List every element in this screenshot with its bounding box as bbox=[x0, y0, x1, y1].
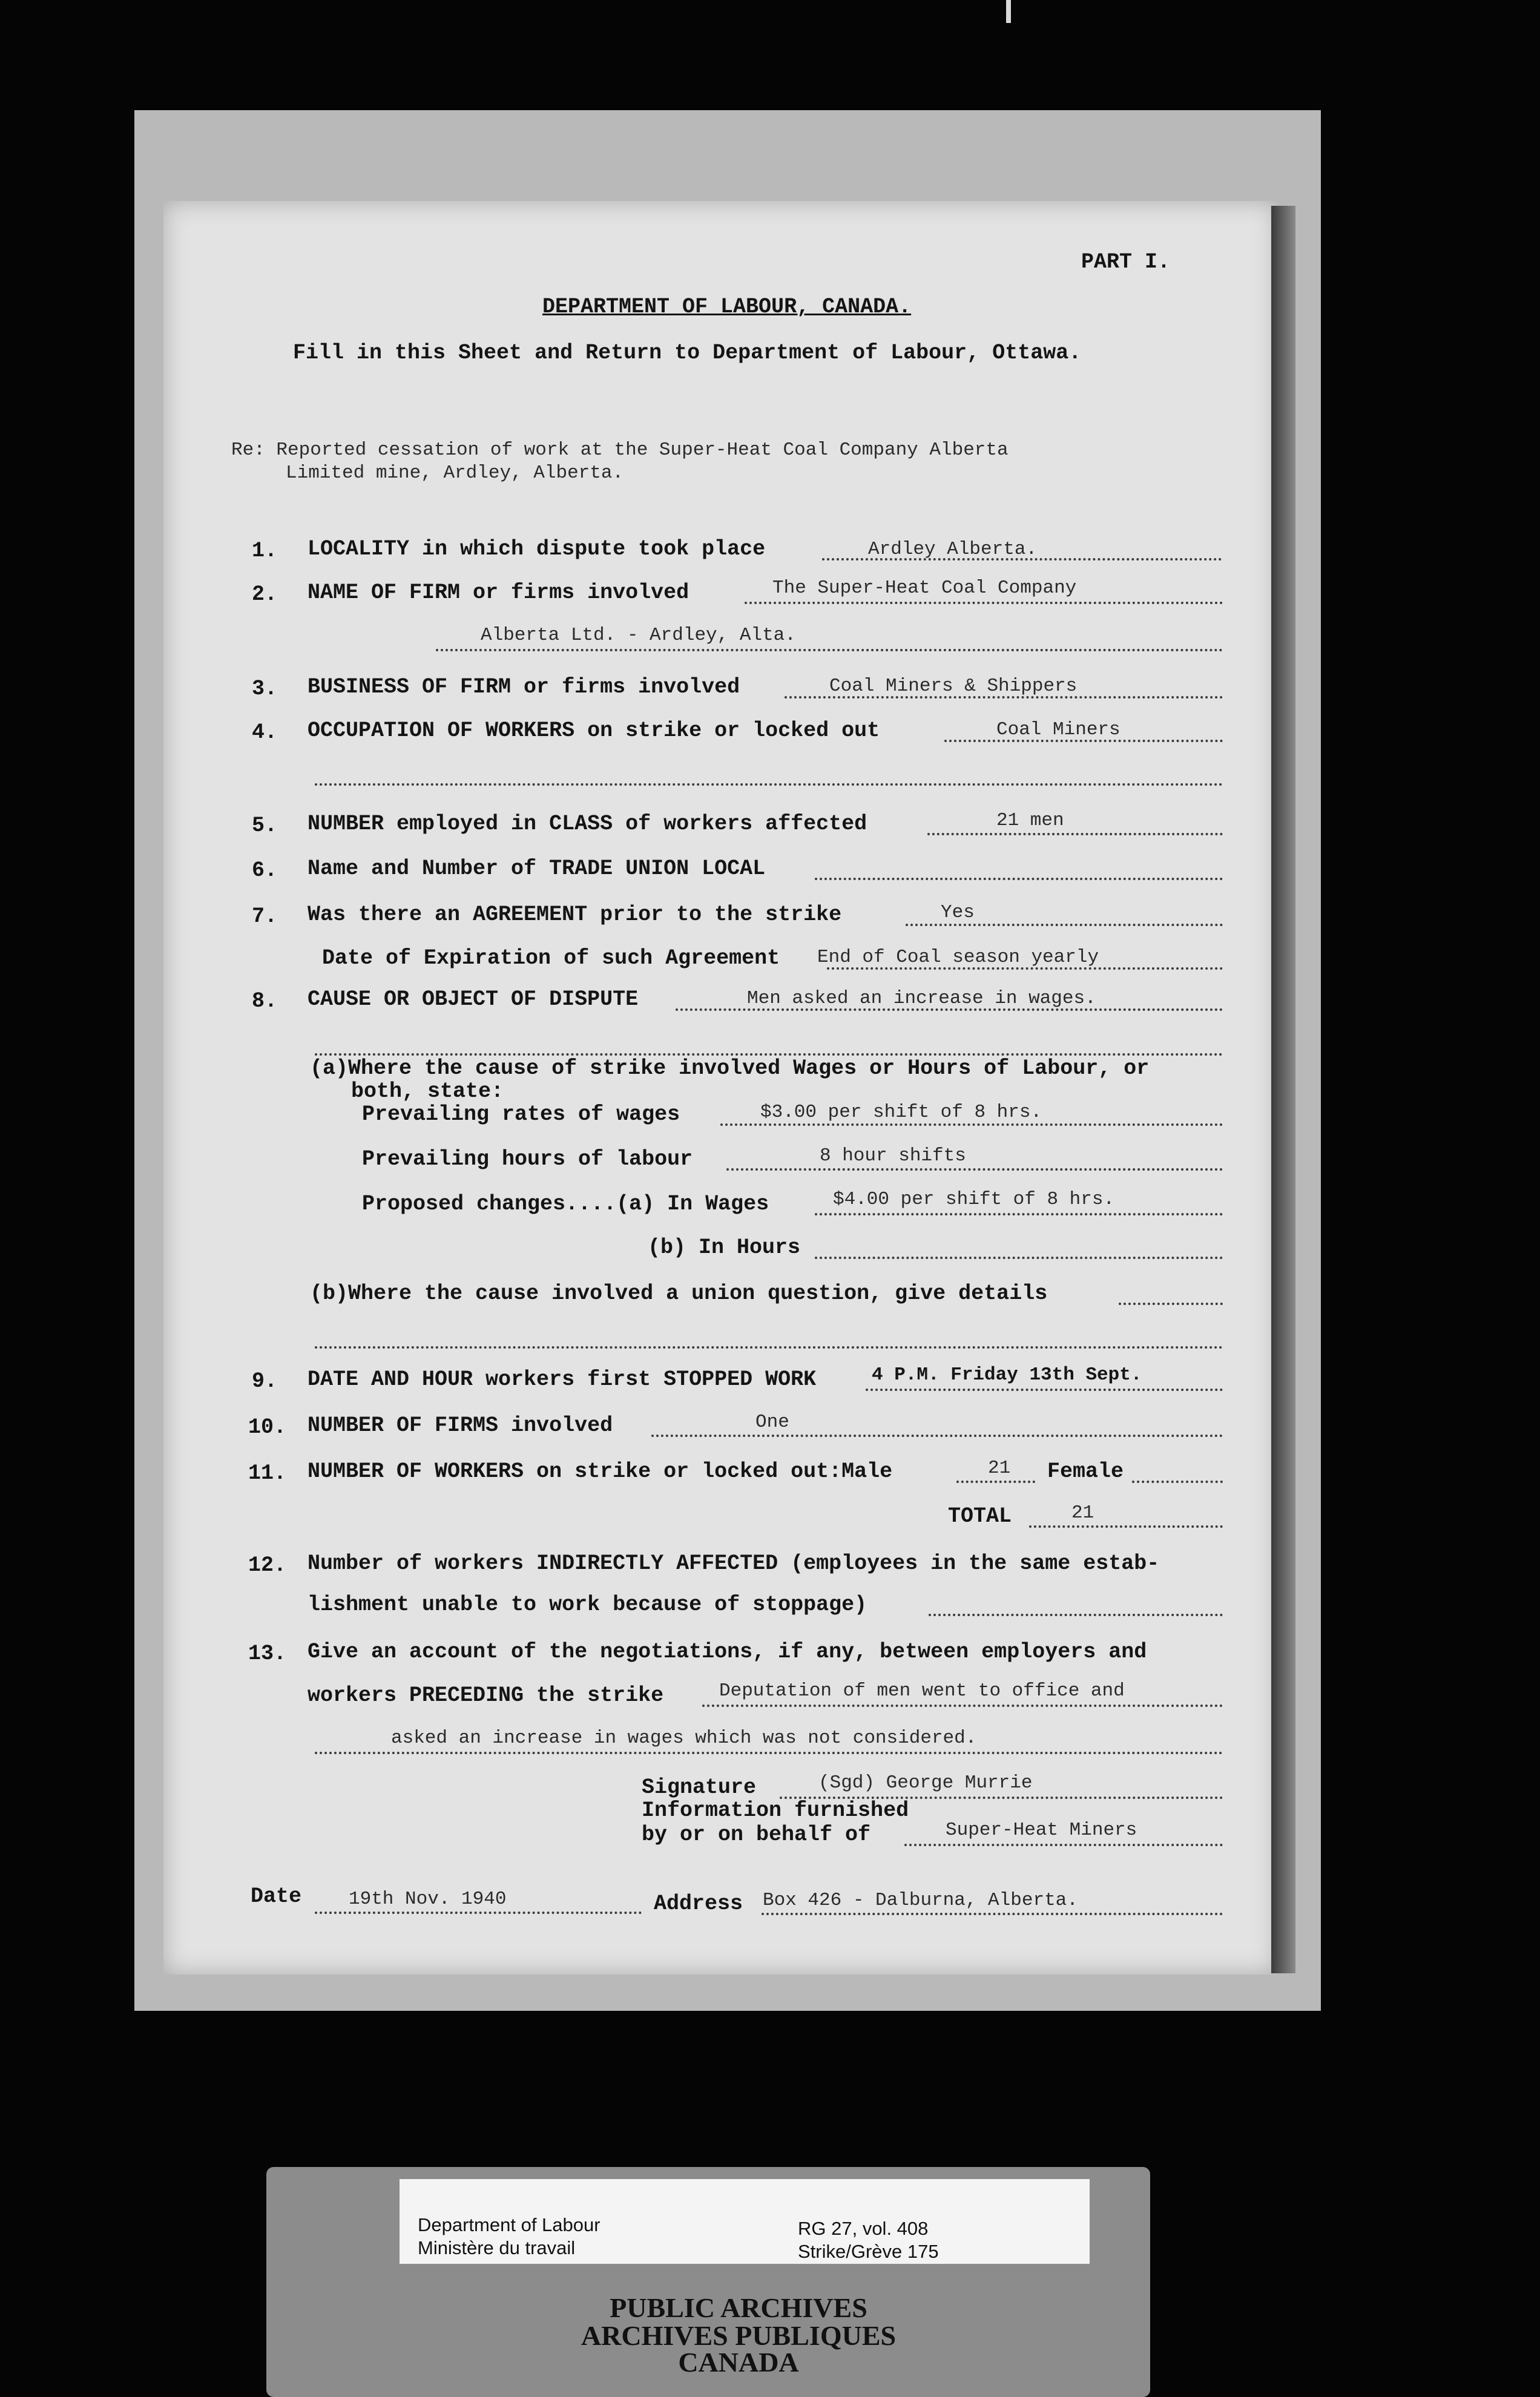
agreement-expiration-label: Date of Expiration of such Agreement bbox=[322, 946, 780, 970]
trade-union-line bbox=[815, 878, 1223, 880]
re-line-2: Limited mine, Ardley, Alberta. bbox=[286, 462, 624, 484]
firm-name-answer: The Super-Heat Coal Company bbox=[772, 577, 1077, 599]
female-line bbox=[1132, 1481, 1223, 1483]
archive-stamp-en: PUBLIC ARCHIVES bbox=[610, 2292, 867, 2323]
item-number: 3. bbox=[252, 677, 278, 701]
item-number: 8. bbox=[252, 989, 278, 1013]
indirectly-affected-label-cont: lishment unable to work because of stoppage) bbox=[308, 1593, 867, 1617]
item-number: 5. bbox=[252, 814, 278, 838]
trade-union-label: Name and Number of TRADE UNION LOCAL bbox=[308, 857, 766, 881]
business-answer: Coal Miners & Shippers bbox=[829, 676, 1078, 697]
firm-name-answer-2: Alberta Ltd. - Ardley, Alta. bbox=[481, 625, 796, 646]
film-edge-mark bbox=[1006, 0, 1011, 23]
firm-name-label: NAME OF FIRM or firms involved bbox=[308, 580, 689, 605]
date-value: 19th Nov. 1940 bbox=[349, 1889, 507, 1910]
male-count: 21 bbox=[988, 1458, 1011, 1479]
re-line-1: Re: Reported cessation of work at the Super-Heat Coal Company Alberta bbox=[231, 439, 1009, 461]
male-line bbox=[956, 1481, 1035, 1483]
union-question-line bbox=[1119, 1303, 1223, 1305]
prevailing-rates-line bbox=[720, 1123, 1223, 1126]
union-question-label: (b)Where the cause involved a union question, give details bbox=[310, 1281, 1048, 1306]
on-behalf-of-value: Super-Heat Miners bbox=[946, 1820, 1137, 1841]
number-employed-answer: 21 men bbox=[996, 810, 1064, 831]
address-value: Box 426 - Dalburna, Alberta. bbox=[763, 1890, 1078, 1911]
negotiations-answer-1: Deputation of men went to office and bbox=[719, 1680, 1125, 1702]
prevailing-hours-line bbox=[726, 1168, 1223, 1171]
archive-dept-en: Department of Labour bbox=[418, 2214, 601, 2235]
number-firms-answer: One bbox=[755, 1412, 789, 1433]
negotiations-label-cont: workers PRECEDING the strike bbox=[308, 1683, 664, 1708]
proposed-hours-label: (b) In Hours bbox=[648, 1235, 801, 1260]
agreement-line bbox=[906, 924, 1223, 926]
proposed-hours-line bbox=[815, 1257, 1223, 1259]
archive-dept-fr: Ministère du travail bbox=[418, 2237, 576, 2258]
return-instruction: Fill in this Sheet and Return to Department of Labour, Ottawa. bbox=[293, 341, 1082, 365]
item-number: 11. bbox=[248, 1461, 287, 1485]
proposed-wages-line bbox=[815, 1213, 1223, 1215]
stopped-work-label: DATE AND HOUR workers first STOPPED WORK bbox=[308, 1367, 817, 1392]
archive-stamp-country: CANADA bbox=[678, 2347, 799, 2378]
prevailing-rates-label: Prevailing rates of wages bbox=[362, 1102, 680, 1126]
negotiations-line-2 bbox=[315, 1752, 1223, 1754]
prevailing-rates-answer: $3.00 per shift of 8 hrs. bbox=[760, 1102, 1042, 1123]
negotiations-answer-2: asked an increase in wages which was not considered. bbox=[391, 1728, 977, 1749]
item-number: 2. bbox=[252, 582, 278, 607]
occupation-label: OCCUPATION OF WORKERS on strike or locked out bbox=[308, 718, 880, 743]
signature-value: (Sgd) George Murrie bbox=[818, 1772, 1033, 1794]
total-label: TOTAL bbox=[948, 1504, 1012, 1528]
date-line bbox=[315, 1912, 642, 1914]
union-question-line-2 bbox=[315, 1346, 1223, 1349]
number-firms-line bbox=[651, 1435, 1223, 1437]
on-behalf-of-label: by or on behalf of bbox=[642, 1823, 871, 1847]
occupation-line-2 bbox=[315, 783, 1223, 786]
prevailing-hours-label: Prevailing hours of labour bbox=[362, 1147, 693, 1171]
number-employed-label: NUMBER employed in CLASS of workers affected bbox=[308, 812, 867, 836]
item-number: 6. bbox=[252, 858, 278, 883]
information-furnished-label: Information furnished bbox=[642, 1798, 909, 1823]
archive-stamp-fr: ARCHIVES PUBLIQUES bbox=[581, 2320, 897, 2351]
on-behalf-of-line bbox=[904, 1844, 1223, 1846]
item-number: 12. bbox=[248, 1553, 287, 1577]
archive-ref-strike: Strike/Grève 175 bbox=[798, 2241, 939, 2262]
cause-answer: Men asked an increase in wages. bbox=[747, 988, 1096, 1009]
business-label: BUSINESS OF FIRM or firms involved bbox=[308, 675, 740, 699]
cause-line-2 bbox=[315, 1053, 1223, 1056]
total-count: 21 bbox=[1071, 1502, 1094, 1524]
stopped-work-answer: 4 P.M. Friday 13th Sept. bbox=[872, 1364, 1142, 1386]
indirectly-affected-label: Number of workers INDIRECTLY AFFECTED (employees in the same estab- bbox=[308, 1551, 1160, 1576]
indirectly-affected-line bbox=[929, 1614, 1223, 1616]
workers-on-strike-label: NUMBER OF WORKERS on strike or locked out:Male bbox=[308, 1459, 893, 1484]
proposed-wages-answer: $4.00 per shift of 8 hrs. bbox=[833, 1189, 1115, 1210]
agreement-expiration-answer: End of Coal season yearly bbox=[817, 947, 1099, 968]
locality-label: LOCALITY in which dispute took place bbox=[308, 537, 766, 561]
address-label: Address bbox=[654, 1892, 743, 1916]
item-number: 10. bbox=[248, 1415, 287, 1439]
agreement-answer: Yes bbox=[941, 902, 975, 923]
item-number: 4. bbox=[252, 720, 278, 745]
occupation-answer: Coal Miners bbox=[996, 719, 1120, 740]
item-number: 7. bbox=[252, 904, 278, 929]
date-label: Date bbox=[251, 1884, 302, 1909]
female-label: Female bbox=[1047, 1459, 1124, 1484]
paper-edge-shadow bbox=[1271, 206, 1295, 1973]
prevailing-hours-answer: 8 hour shifts bbox=[820, 1145, 966, 1166]
item-number: 1. bbox=[252, 539, 278, 563]
proposed-wages-label: Proposed changes....(a) In Wages bbox=[362, 1192, 769, 1216]
wages-hours-clause-cont: both, state: bbox=[351, 1079, 504, 1103]
firm-name-line bbox=[745, 602, 1223, 604]
cause-label: CAUSE OR OBJECT OF DISPUTE bbox=[308, 987, 639, 1011]
number-employed-line bbox=[927, 833, 1223, 835]
negotiations-line bbox=[702, 1705, 1223, 1707]
number-firms-label: NUMBER OF FIRMS involved bbox=[308, 1413, 613, 1438]
signature-label: Signature bbox=[642, 1775, 757, 1800]
negotiations-label: Give an account of the negotiations, if any, between employers and bbox=[308, 1640, 1147, 1664]
wages-hours-clause: (a)Where the cause of strike involved Wages or Hours of Labour, or bbox=[310, 1056, 1150, 1080]
address-line bbox=[762, 1913, 1223, 1915]
item-number: 9. bbox=[252, 1369, 278, 1393]
total-line bbox=[1029, 1525, 1223, 1528]
part-number: PART I. bbox=[1081, 250, 1171, 274]
department-title: DEPARTMENT OF LABOUR, CANADA. bbox=[542, 295, 912, 319]
agreement-label: Was there an AGREEMENT prior to the strike bbox=[308, 903, 842, 927]
stopped-work-line bbox=[866, 1389, 1223, 1391]
locality-answer: Ardley Alberta. bbox=[868, 539, 1038, 560]
archive-ref-volume: RG 27, vol. 408 bbox=[798, 2218, 929, 2239]
firm-name-line-2 bbox=[436, 649, 1223, 651]
item-number: 13. bbox=[248, 1642, 287, 1666]
